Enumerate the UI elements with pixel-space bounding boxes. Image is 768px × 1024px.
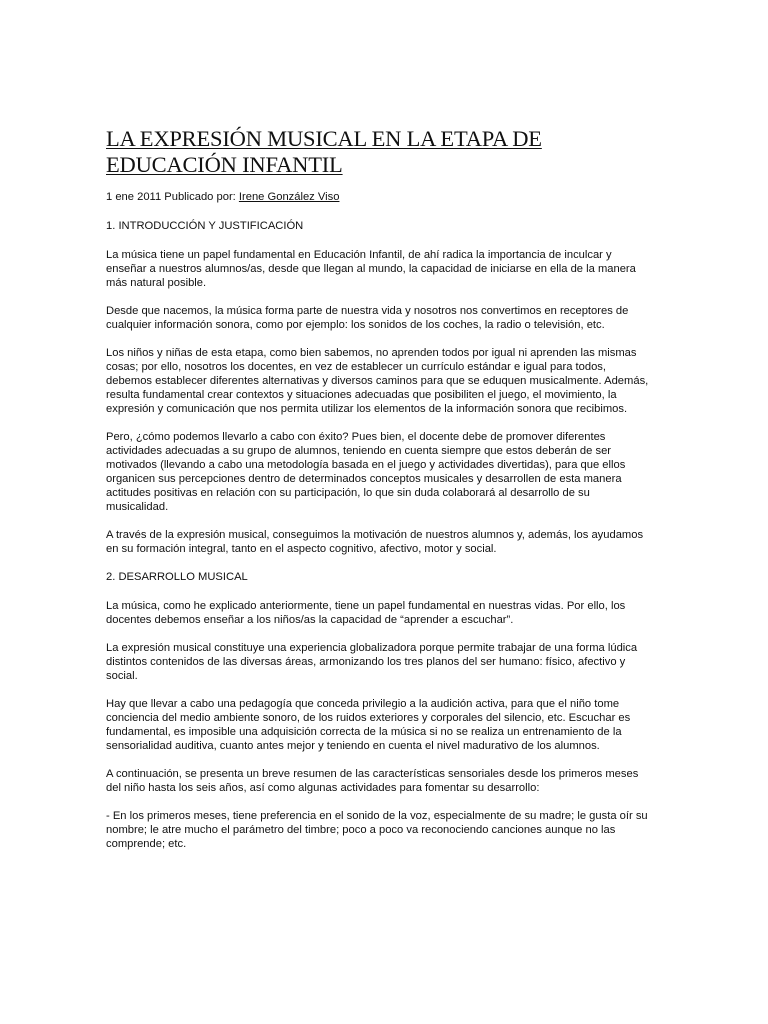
section-heading-introduction: 1. INTRODUCCIÓN Y JUSTIFICACIÓN [106, 220, 304, 232]
paragraph-line: fundamental, es imposible una adquisición correcta de la música si no se realiza un entrenamiento de la [106, 726, 622, 738]
paragraph-line: actividades adecuadas a su grupo de alumnos, teniendo en cuenta siempre que estos deberán de ser [106, 445, 612, 457]
paragraph [106, 430, 658, 514]
paragraph-line: docentes debemos enseñar a los niños/as la capacidad de “aprender a escuchar”. [106, 614, 514, 626]
paragraph-line: del niño hasta los seis años, así como algunas actividades para fomentar su desarrollo: [106, 782, 540, 794]
paragraph-line: Los niños y niñas de esta etapa, como bien sabemos, no aprenden todos por igual ni aprenden las mismas [106, 347, 637, 359]
paragraph [106, 697, 658, 753]
author-link[interactable]: Irene González Viso [238, 191, 340, 203]
paragraph-line: A través de la expresión musical, conseguimos la motivación de nuestros alumnos y, además, los ayudamos [106, 529, 644, 541]
paragraph-line: expresión y comunicación que nos permita utilizar los elementos de la información sonora que recibimos. [106, 403, 628, 415]
paragraph-line: comprende; etc. [106, 838, 187, 850]
paragraph [106, 809, 658, 851]
paragraph-line: actitudes positivas en relación con su participación, lo que sin duda colaborará al desarrollo de su [106, 487, 590, 499]
paragraph-line: cualquier información sonora, como por ejemplo: los sonidos de los coches, la radio o televisión, etc. [106, 319, 605, 331]
paragraph [106, 248, 658, 290]
paragraph-line: resulta fundamental crear contextos y situaciones adecuadas que posibiliten el juego, el movimiento, la [106, 389, 617, 401]
paragraph-line: enseñar a nuestros alumnos/as, desde que llegan al mundo, la capacidad de iniciarse en ella de la manera [106, 263, 636, 275]
paragraph-line: La música, como he explicado anteriormente, tiene un papel fundamental en nuestras vidas. Por ello, los [106, 600, 626, 612]
paragraph-line: organicen sus percepciones dentro de determinados conceptos musicales y desarrollen de esta manera [106, 473, 622, 485]
section-heading-desarrollo: 2. DESARROLLO MUSICAL [106, 571, 248, 583]
paragraph [106, 304, 658, 332]
paragraph-line: cosas; por ello, nosotros los docentes, en vez de establecer un currículo estándar e igual para todos, [106, 361, 607, 373]
paragraph-line: social. [106, 670, 138, 682]
paragraph-line: Hay que llevar a cabo una pedagogía que conceda privilegio a la audición activa, para que el niño tome [106, 698, 620, 710]
article-meta [106, 190, 658, 204]
paragraph [106, 528, 658, 556]
paragraph-line: - En los primeros meses, tiene preferencia en el sonido de la voz, especialmente de su madre; le gusta oír su [106, 810, 648, 822]
paragraph-line: en su formación integral, tanto en el aspecto cognitivo, afectivo, motor y social. [106, 543, 497, 555]
paragraph [106, 641, 658, 683]
paragraph-line: motivados (llevando a cabo una metodología basada en el juego y actividades divertidas), para que ellos [106, 459, 626, 471]
paragraph-line: más natural posible. [106, 277, 207, 289]
title-line: LA EXPRESIÓN MUSICAL EN LA ETAPA DE [106, 126, 542, 151]
publish-info: 1 ene 2011 Publicado por: [106, 191, 239, 203]
paragraph-line: La música tiene un papel fundamental en Educación Infantil, de ahí radica la importancia de inculcar y [106, 249, 612, 261]
paragraph-line: debemos establecer diferentes alternativas y diversos caminos para que se eduquen musicalmente. Además, [106, 375, 649, 387]
paragraph [106, 767, 658, 795]
paragraph-line: La expresión musical constituye una experiencia globalizadora porque permite trabajar de una forma lúdica [106, 642, 638, 654]
paragraph-line: nombre; le atre mucho el parámetro del timbre; poco a poco va reconociendo canciones aunque no las [106, 824, 616, 836]
paragraph-line: distintos contenidos de las diversas áreas, armonizando los tres planos del ser humano: físico, afectivo y [106, 656, 626, 668]
paragraph-line: A continuación, se presenta un breve resumen de las características sensoriales desde los primeros meses [106, 768, 639, 780]
article-title [106, 126, 658, 178]
document-page [106, 126, 658, 865]
paragraph-line: musicalidad. [106, 501, 169, 513]
paragraph [106, 599, 658, 627]
paragraph-line: sensorialidad auditiva, cuanto antes mejor y teniendo en cuenta el nivel madurativo de los alumnos. [106, 740, 600, 752]
paragraph-line: conciencia del medio ambiente sonoro, de los ruidos exteriores y corporales del silencio, etc. Escuchar es [106, 712, 631, 724]
paragraph [106, 346, 658, 416]
title-line: EDUCACIÓN INFANTIL [106, 152, 343, 177]
paragraph-line: Desde que nacemos, la música forma parte de nuestra vida y nosotros nos convertimos en receptores de [106, 305, 629, 317]
paragraph-line: Pero, ¿cómo podemos llevarlo a cabo con éxito? Pues bien, el docente debe de promover diferentes [106, 431, 606, 443]
